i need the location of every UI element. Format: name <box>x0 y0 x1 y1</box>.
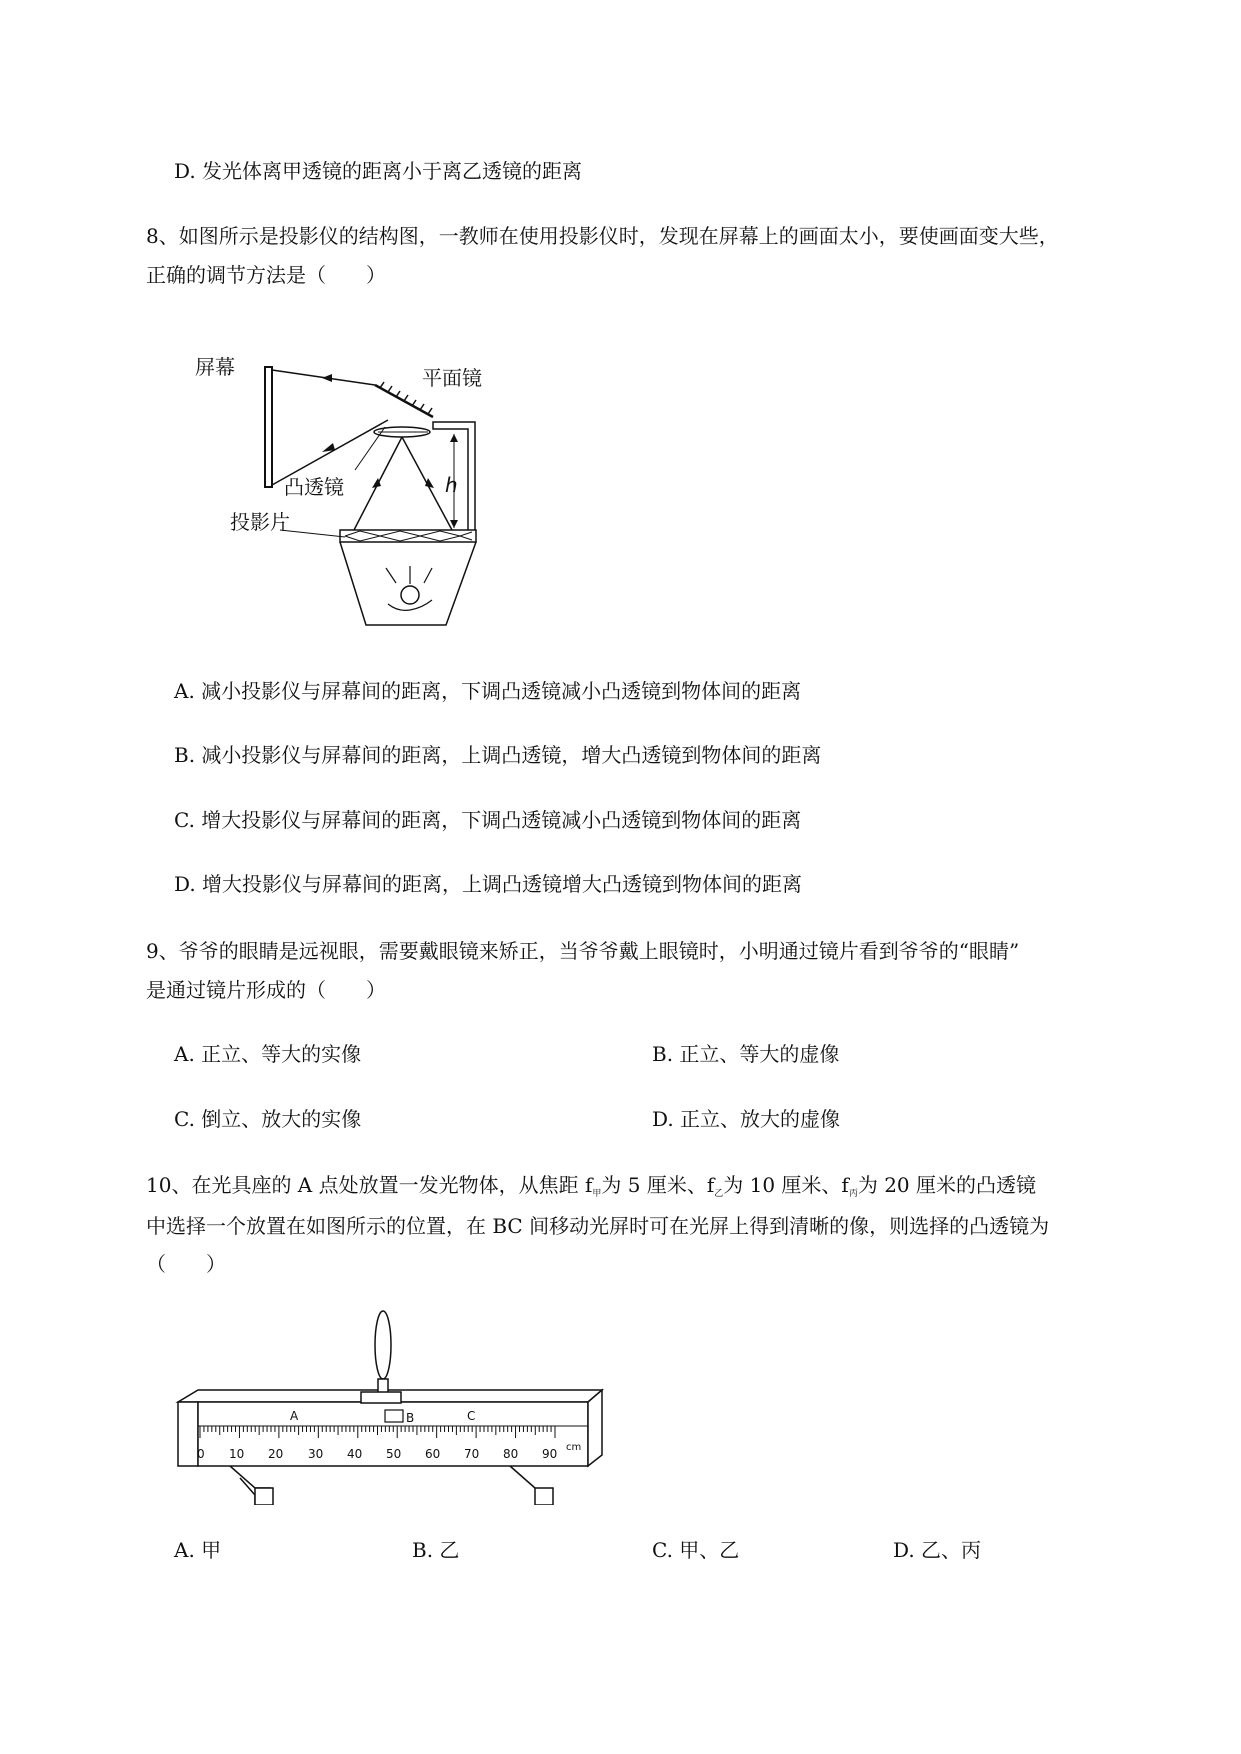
h-label: h <box>445 473 458 497</box>
q10-stem-line3: （ ） <box>146 1252 226 1276</box>
lens-shape <box>375 1311 391 1379</box>
q8-stem-line1: 8、如图所示是投影仪的结构图，一教师在使用投影仪时，发现在屏幕上的画面太小，要使画面变大些， <box>146 224 1059 248</box>
lens-holder <box>361 1392 401 1403</box>
tick-30: 30 <box>308 1447 324 1461</box>
q10-option-b: B. 乙 <box>412 1538 460 1562</box>
tick-10: 10 <box>229 1447 245 1461</box>
q9-stem-line1: 9、爷爷的眼睛是远视眼，需要戴眼镜来矫正，当爷爷戴上眼镜时，小明通过镜片看到爷爷的“眼睛” <box>146 939 1020 963</box>
tick-50: 50 <box>386 1447 402 1461</box>
q8-option-c: C. 增大投影仪与屏幕间的距离，下调凸透镜减小凸透镜到物体间的距离 <box>174 808 802 832</box>
subscript-yi: 乙 <box>714 1189 724 1199</box>
q10-stem-line1: 10、在光具座的 A 点处放置一发光物体，从焦距 $f_甲$为 5 厘米、$f_乙$为 10 厘米、$f_丙$为 20 厘米的凸透镜 <box>146 1173 1037 1199</box>
q8-option-b: B. 减小投影仪与屏幕间的距离，上调凸透镜，增大凸透镜到物体间的距离 <box>174 743 822 767</box>
q8-option-a: A. 减小投影仪与屏幕间的距离，下调凸透镜减小凸透镜到物体间的距离 <box>174 679 802 703</box>
q9-stem-line2: 是通过镜片形成的（ ） <box>146 978 386 1002</box>
projector-figure <box>185 340 505 640</box>
slide-shape <box>340 530 476 542</box>
unit-label: cm <box>566 1442 582 1453</box>
q9-option-a: A. 正立、等大的实像 <box>174 1042 362 1066</box>
tick-90: 90 <box>542 1447 558 1461</box>
q8-stem-line2: 正确的调节方法是（ ） <box>146 263 386 287</box>
subscript-jia: 甲 <box>592 1189 602 1199</box>
tick-60: 60 <box>425 1447 441 1461</box>
point-c-label: C <box>467 1409 476 1423</box>
tick-20: 20 <box>268 1447 284 1461</box>
q10-option-c: C. 甲、乙 <box>652 1538 740 1562</box>
tick-40: 40 <box>347 1447 363 1461</box>
point-b-label: B <box>406 1411 415 1425</box>
q8-option-d: D. 增大投影仪与屏幕间的距离，上调凸透镜增大凸透镜到物体间的距离 <box>174 872 803 896</box>
lamp-box-shape <box>340 542 476 625</box>
subscript-bing: 丙 <box>848 1189 858 1199</box>
point-a-label: A <box>290 1409 299 1423</box>
q7-option-d: D. 发光体离甲透镜的距离小于离乙透镜的距离 <box>174 159 583 183</box>
lens-label: 凸透镜 <box>284 475 344 499</box>
lamp-icon <box>401 586 419 604</box>
q9-option-c: C. 倒立、放大的实像 <box>174 1107 362 1131</box>
optical-bench-figure <box>170 1305 605 1505</box>
q10-stem-line2: 中选择一个放置在如图所示的位置，在 BC 间移动光屏时可在光屏上得到清晰的像，则选择的凸透镜为 <box>146 1214 1050 1238</box>
tick-80: 80 <box>503 1447 519 1461</box>
q9-option-b: B. 正立、等大的虚像 <box>652 1042 840 1066</box>
tick-0: 0 <box>197 1447 205 1461</box>
slide-label: 投影片 <box>230 510 290 534</box>
tick-70: 70 <box>464 1447 480 1461</box>
screen-shape <box>265 367 272 487</box>
q9-option-d: D. 正立、放大的虚像 <box>652 1107 841 1131</box>
q10-option-d: D. 乙、丙 <box>893 1538 982 1562</box>
screen-label: 屏幕 <box>195 355 235 379</box>
q10-option-a: A. 甲 <box>174 1538 222 1562</box>
mirror-label: 平面镜 <box>422 366 482 390</box>
